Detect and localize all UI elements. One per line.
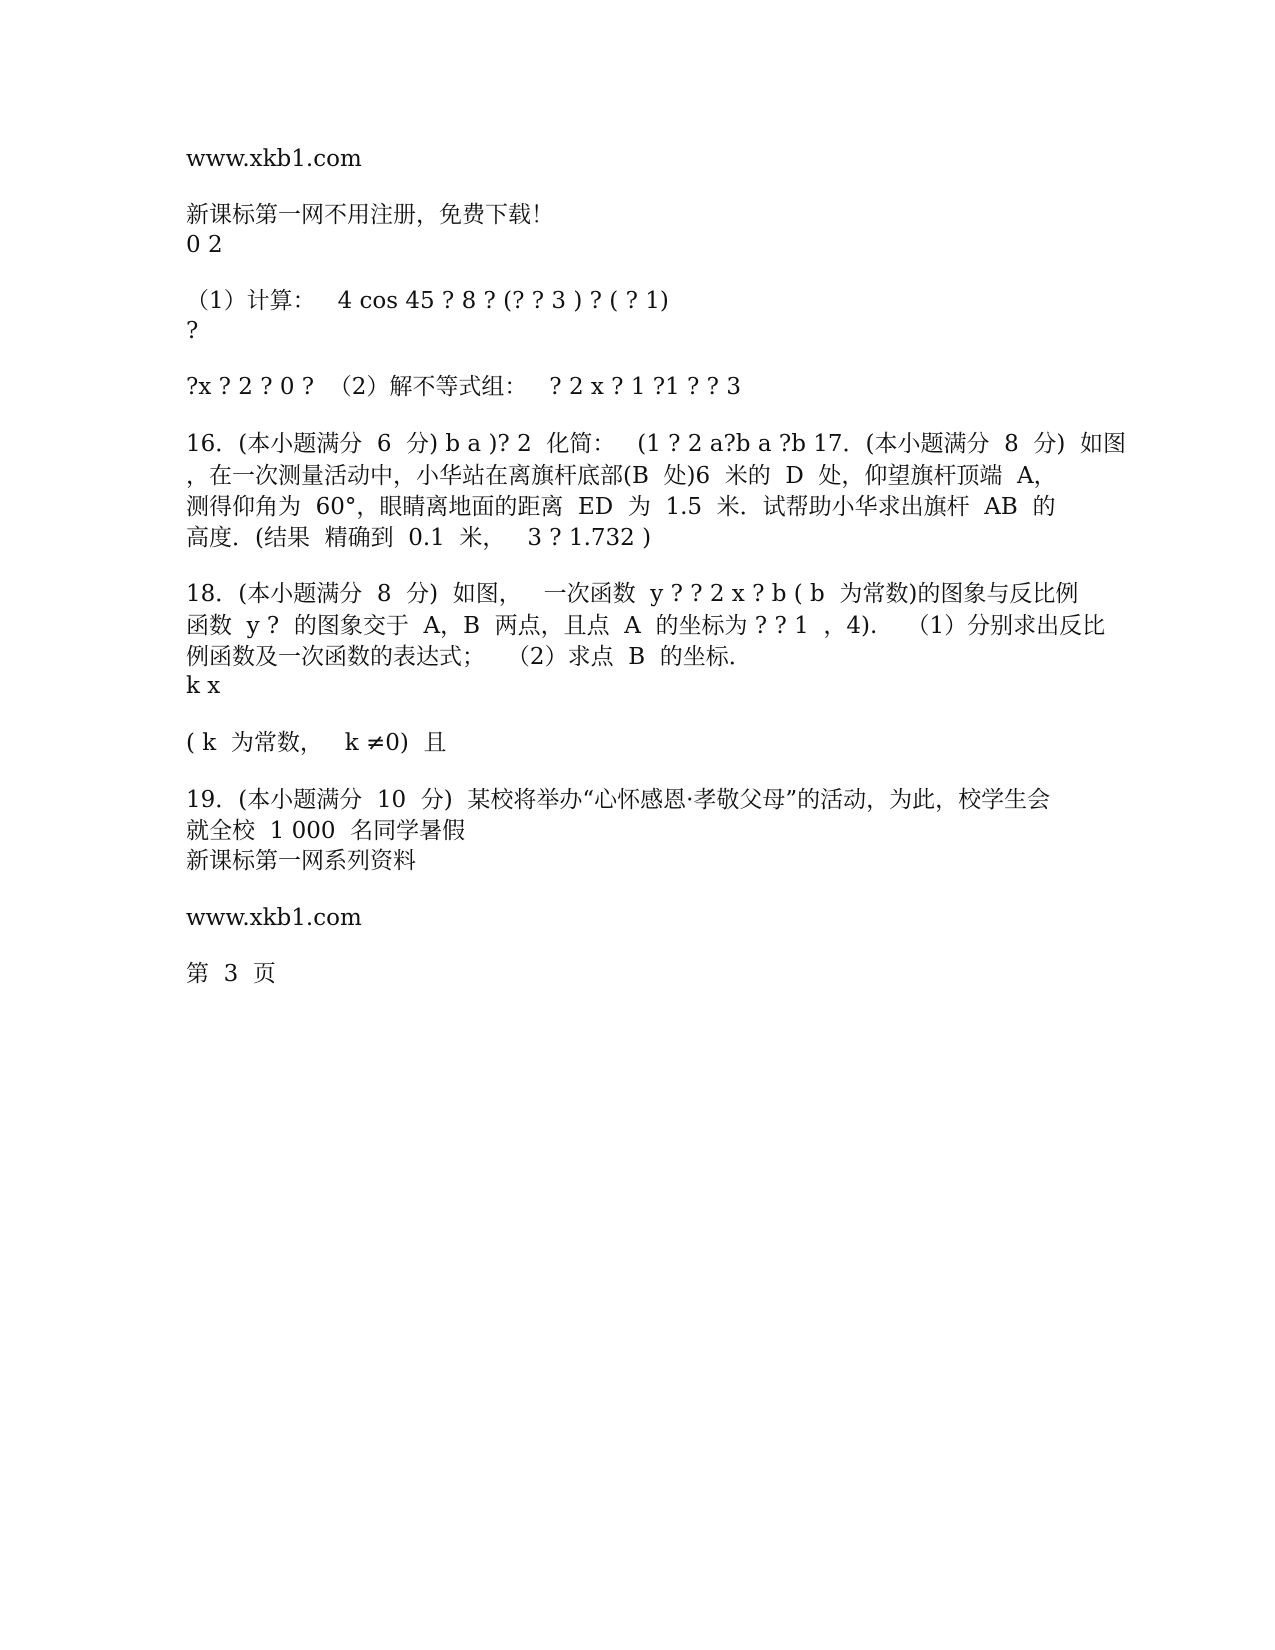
formula-fragment: 0 2 xyxy=(186,232,223,258)
header-slogan: 新课标第一网不用注册，免费下载！ xyxy=(186,202,554,228)
problem-17-line-3: 测得仰角为 60°，眼睛离地面的距离 ED 为 1.5 米．试帮助小华求出旗杆 AB 的 xyxy=(186,494,1056,520)
formula-fragment: k x xyxy=(186,673,221,699)
problem-15-part-2: ?x ? 2 ? 0 ? （2）解不等式组： ? 2 x ? 1 ?1 ? ? 3 xyxy=(186,374,741,400)
problem-15-part-1: （1）计算： 4 cos 45 ? 8 ? (? ? 3 ) ? ( ? 1) xyxy=(186,288,669,314)
problem-17-line-2: ，在一次测量活动中，小华站在离旗杆底部(B 处)6 米的 D 处，仰望旗杆顶端 A， xyxy=(186,463,1057,489)
header-url: www.xkb1.com xyxy=(186,146,362,172)
problem-18-condition: ( k 为常数， k ≠0) 且 xyxy=(186,730,447,756)
problem-18-line-2: 函数 y ? 的图象交于 A，B 两点，且点 A 的坐标为 ? ? 1 ，4). （1）分别求出反比 xyxy=(186,613,1106,639)
problem-16-17-line-1: 16．(本小题满分 6 分) b a )? 2 化简： (1 ? 2 a?b a ?b 17．(本小题满分 8 分) 如图 xyxy=(186,431,1126,457)
footer-url: www.xkb1.com xyxy=(186,905,362,931)
page-number: 第 3 页 xyxy=(186,961,276,987)
problem-18-line-3: 例函数及一次函数的表达式； （2）求点 B 的坐标． xyxy=(186,644,752,670)
problem-17-line-4: 高度．(结果 精确到 0.1 米， 3 ? 1.732 ) xyxy=(186,525,652,551)
footer-slogan: 新课标第一网系列资料 xyxy=(186,848,416,874)
problem-19-line-2: 就全校 1 000 名同学暑假 xyxy=(186,818,466,844)
problem-18-line-1: 18．(本小题满分 8 分) 如图， 一次函数 y ? ? 2 x ? b ( b 为常数)的图象与反比例 xyxy=(186,581,1079,607)
problem-19-line-1: 19．(本小题满分 10 分) 某校将举办“心怀感恩·孝敬父母”的活动，为此，校学生会 xyxy=(186,787,1051,813)
formula-fragment: ? xyxy=(186,318,199,344)
